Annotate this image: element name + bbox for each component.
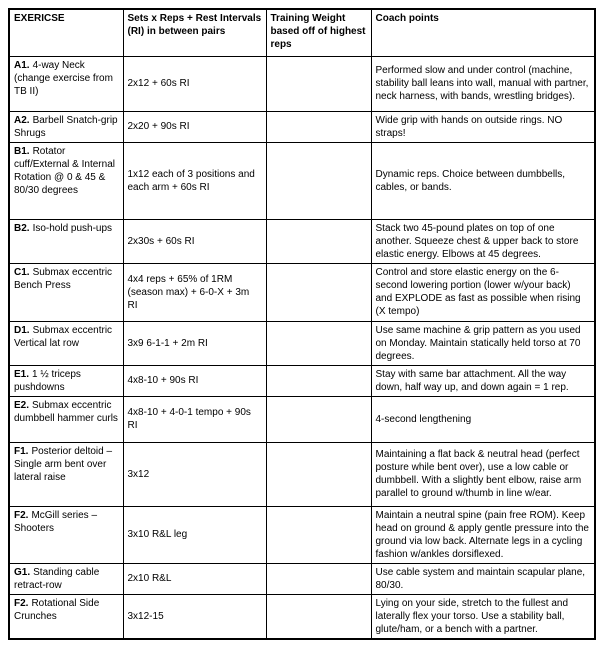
coach-points-cell: Lying on your side, stretch to the fullest and laterally flex your torso. Use a stability ball, glute/ham, or a bench with a partner. bbox=[371, 594, 595, 639]
table-row bbox=[9, 263, 595, 321]
exercise-name-cell bbox=[9, 142, 123, 219]
exercise-code: G1. bbox=[14, 566, 31, 578]
sets-reps-cell: 3x12 bbox=[123, 442, 266, 506]
exercise-name-cell bbox=[9, 563, 123, 594]
table-row bbox=[9, 111, 595, 142]
exercise-name-cell bbox=[9, 263, 123, 321]
sets-reps-cell: 3x12-15 bbox=[123, 594, 266, 639]
exercise-code: C1. bbox=[14, 266, 30, 278]
sets-reps-cell: 2x30s + 60s RI bbox=[123, 219, 266, 263]
sets-reps-cell: 2x20 + 90s RI bbox=[123, 111, 266, 142]
training-weight-cell bbox=[266, 365, 371, 396]
table-row bbox=[9, 321, 595, 365]
exercise-code: E1. bbox=[14, 368, 30, 380]
exercise-name-cell bbox=[9, 365, 123, 396]
header-sets-reps-rest: Sets x Reps + Rest Intervals (RI) in between pairs bbox=[123, 9, 266, 56]
exercise-code: A1. bbox=[14, 59, 30, 71]
table-row bbox=[9, 594, 595, 639]
table-row bbox=[9, 219, 595, 263]
training-weight-cell bbox=[266, 263, 371, 321]
exercise-name: Standing cable retract-row bbox=[14, 566, 100, 591]
training-weight-cell bbox=[266, 111, 371, 142]
exercise-name: Submax eccentric Vertical lat row bbox=[14, 324, 113, 349]
coach-points-cell: Stack two 45-pound plates on top of one another. Squeeze chest & upper back to store elastic energy. Elbows at 45 degrees. bbox=[371, 219, 595, 263]
training-weight-cell bbox=[266, 506, 371, 563]
coach-points-cell: Stay with same bar attachment. All the way down, half way up, and down again = 1 rep. bbox=[371, 365, 595, 396]
sets-reps-cell: 3x9 6-1-1 + 2m RI bbox=[123, 321, 266, 365]
sets-reps-cell: 1x12 each of 3 positions and each arm + 60s RI bbox=[123, 142, 266, 219]
exercise-code: E2. bbox=[14, 399, 30, 411]
table-row bbox=[9, 396, 595, 442]
table-row bbox=[9, 442, 595, 506]
exercise-name-cell bbox=[9, 111, 123, 142]
table-row bbox=[9, 365, 595, 396]
training-weight-cell bbox=[266, 442, 371, 506]
sets-reps-cell: 4x8-10 + 90s RI bbox=[123, 365, 266, 396]
sets-reps-cell: 4x4 reps + 65% of 1RM (season max) + 6-0-X + 3m RI bbox=[123, 263, 266, 321]
header-exercise: EXERICSE bbox=[9, 9, 123, 56]
header-row bbox=[9, 9, 595, 56]
header-coach-points: Coach points bbox=[371, 9, 595, 56]
exercise-code: F2. bbox=[14, 597, 29, 609]
exercise-table-body bbox=[9, 56, 595, 639]
training-weight-cell bbox=[266, 563, 371, 594]
exercise-name-cell bbox=[9, 396, 123, 442]
exercise-name: Rotational Side Crunches bbox=[14, 597, 100, 622]
exercise-name-cell bbox=[9, 506, 123, 563]
sets-reps-cell: 3x10 R&L leg bbox=[123, 506, 266, 563]
exercise-name-cell bbox=[9, 442, 123, 506]
exercise-name-cell bbox=[9, 56, 123, 111]
exercise-table bbox=[8, 8, 596, 640]
exercise-code: B2. bbox=[14, 222, 30, 234]
coach-points-cell: Use cable system and maintain scapular plane, 80/30. bbox=[371, 563, 595, 594]
exercise-code: A2. bbox=[14, 114, 30, 126]
exercise-name: Barbell Snatch-grip Shrugs bbox=[14, 114, 118, 139]
coach-points-cell: Maintain a neutral spine (pain free ROM). Keep head on ground & apply gentle pressure into the ground via low back. Alternate legs in a cycling fashion w/ankles dorsiflexed. bbox=[371, 506, 595, 563]
training-weight-cell bbox=[266, 594, 371, 639]
exercise-name: 4-way Neck (change exercise from TB II) bbox=[14, 59, 113, 97]
coach-points-cell: Use same machine & grip pattern as you used on Monday. Maintain statically held torso at 70 degrees. bbox=[371, 321, 595, 365]
exercise-name-cell bbox=[9, 594, 123, 639]
table-row bbox=[9, 506, 595, 563]
exercise-name: Submax eccentric dumbbell hammer curls bbox=[14, 399, 118, 424]
training-weight-cell bbox=[266, 142, 371, 219]
training-weight-cell bbox=[266, 321, 371, 365]
exercise-code: D1. bbox=[14, 324, 30, 336]
exercise-name: Rotator cuff/External & Internal Rotation @ 0 & 45 & 80/30 degrees bbox=[14, 145, 115, 196]
exercise-code: F2. bbox=[14, 509, 29, 521]
table-row bbox=[9, 56, 595, 111]
coach-points-cell: Maintaining a flat back & neutral head (perfect posture while bent over), use a low cable or dumbbell. With a slightly bent elbow, raise arm parallel to ground w/thumb in line w/ear. bbox=[371, 442, 595, 506]
exercise-name: McGill series – Shooters bbox=[14, 509, 98, 534]
coach-points-cell: Performed slow and under control (machine, stability ball leans into wall, manual with partner, neck harness, with bands, wrestling bridges). bbox=[371, 56, 595, 111]
sets-reps-cell: 4x8-10 + 4-0-1 tempo + 90s RI bbox=[123, 396, 266, 442]
header-training-weight: Training Weight based off of highest reps bbox=[266, 9, 371, 56]
coach-points-cell: 4-second lengthening bbox=[371, 396, 595, 442]
coach-points-cell: Wide grip with hands on outside rings. NO straps! bbox=[371, 111, 595, 142]
sets-reps-cell: 2x12 + 60s RI bbox=[123, 56, 266, 111]
training-weight-cell bbox=[266, 56, 371, 111]
coach-points-cell: Control and store elastic energy on the 6-second lowering portion (lower w/your back) and EXPLODE as fast as possible when rising (X tempo) bbox=[371, 263, 595, 321]
exercise-code: B1. bbox=[14, 145, 30, 157]
exercise-name: Submax eccentric Bench Press bbox=[14, 266, 113, 291]
exercise-code: F1. bbox=[14, 445, 29, 457]
exercise-name: Posterior deltoid – Single arm bent over lateral raise bbox=[14, 445, 113, 483]
exercise-name-cell bbox=[9, 219, 123, 263]
training-weight-cell bbox=[266, 219, 371, 263]
training-weight-cell bbox=[266, 396, 371, 442]
coach-points-cell: Dynamic reps. Choice between dumbbells, cables, or bands. bbox=[371, 142, 595, 219]
exercise-name: Iso-hold push-ups bbox=[32, 222, 113, 234]
table-row bbox=[9, 563, 595, 594]
exercise-name-cell bbox=[9, 321, 123, 365]
exercise-name: 1 ½ triceps pushdowns bbox=[14, 368, 81, 393]
table-row bbox=[9, 142, 595, 219]
sets-reps-cell: 2x10 R&L bbox=[123, 563, 266, 594]
